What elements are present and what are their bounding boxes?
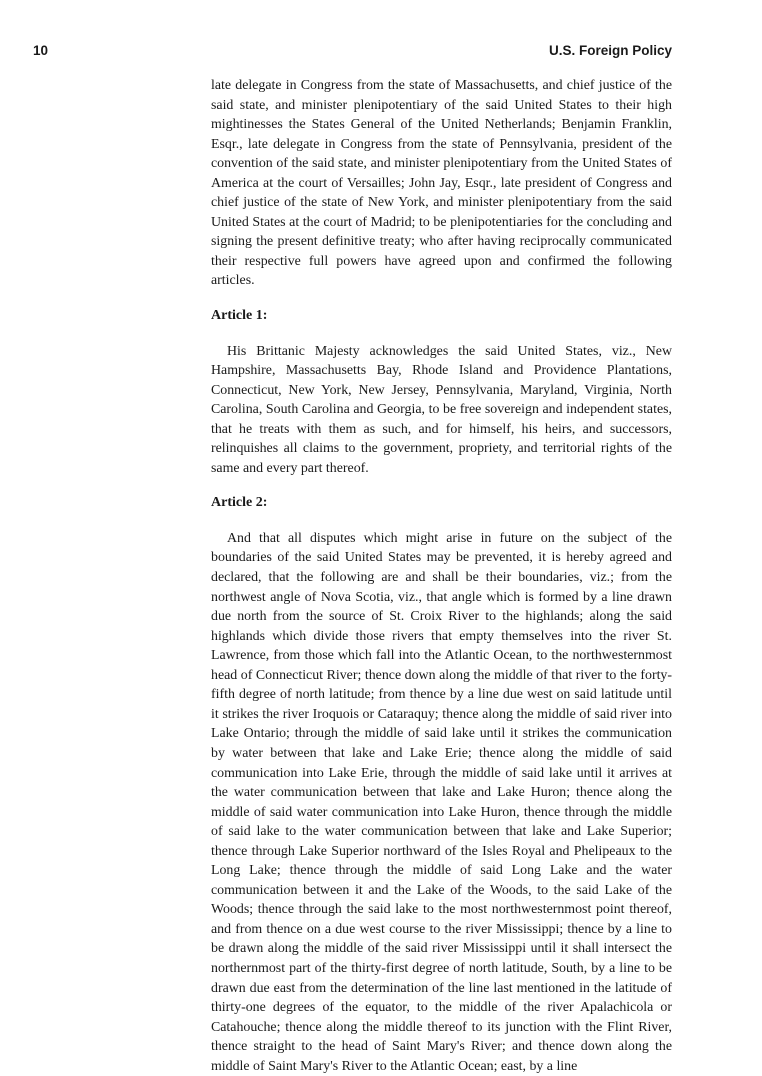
page-body <box>211 76 672 1076</box>
article-1-text: His Brittanic Majesty acknowledges the said United States, viz., New Hampshire, Massachusetts Bay, Rhode Island and Providence Plantations, Connecticut, New York, New Jersey, Pennsylvania, Maryland, Virginia, North Carolina, South Carolina and Georgia, to be free sovereign and independent states, that he treats with them as such, and for himself, his heirs, and successors, relinquishes all claims to the government, propriety, and territorial rights of the same and every part thereof. <box>211 343 672 476</box>
book-title: U.S. Foreign Policy <box>548 43 672 58</box>
page-number: 10 <box>33 43 49 58</box>
article-2-heading: Article 2: <box>211 495 268 511</box>
opening-paragraph: late delegate in Congress from the state of Massachusetts, and chief justice of the said state, and minister plenipotentiary of the said United States to their high mightinesses the States General of the United Netherlands; Benjamin Franklin, Esqr., late delegate in Congress from the state of Pennsylvania, president of the convention of the said state, and minister plenipotentiary from the United States of America at the court of Versailles; John Jay, Esqr., late president of Congress and chief justice of the state of New York, and minister plenipotentiary from the said United States at the court of Madrid; to be plenipotentiaries for the concluding and signing the present definitive treaty; who after having reciprocally communicated their respective full powers have agreed upon and confirmed the following articles. <box>211 78 672 289</box>
article-2-text: And that all disputes which might arise in future on the subject of the boundaries of the said United States may be prevented, it is hereby agreed and declared, that the following are and shall be their boundaries, viz.; from the northwest angle of Nova Scotia, viz., that angle which is formed by a line drawn due north from the source of St. Croix River to the highlands; along the said highlands which divide those rivers that empty themselves into the river St. Lawrence, from those which fall into the Atlantic Ocean, to the northwesternmost head of Connecticut River; thence down along the middle of that river to the forty-fifth degree of north latitude; from thence by a line due west on said latitude until it strikes the river Iroquois or Cataraquy; thence along the middle of said river into Lake Ontario; through the middle of said lake until it strikes the communication by water between that lake and Lake Erie; thence along the middle of said communication into Lake Erie, through the middle of said lake until it arrives at the water communication between that lake and Lake Huron; thence along the middle of said water communication into Lake Huron, thence through the middle of said lake to the water communication between that lake and Lake Superior; thence through Lake Superior northward of the Isles Royal and Phelipeaux to the Long Lake; thence through the middle of said Long Lake and the water communication between it and the Lake of the Woods, to the said Lake of the Woods; thence through the said lake to the most northwesternmost point thereof, and from thence on a due west course to the river Mississippi; thence by a line to be drawn along the middle of the said river Mississippi until it shall intersect the northernmost part of the thirty-first degree of north latitude, South, by a line to be drawn due east from the determination of the line last mentioned in the latitude of thirty-one degrees of the equator, to the middle of the river Apalachicola or Catahouche; thence along the middle thereof to its junction with the Flint River, thence straight to the head of Saint Mary's River; and thence down along the middle of Saint Mary's River to the Atlantic Ocean; east, by a line <box>211 530 672 1074</box>
article-1-heading: Article 1: <box>211 308 268 324</box>
running-head <box>33 43 672 63</box>
